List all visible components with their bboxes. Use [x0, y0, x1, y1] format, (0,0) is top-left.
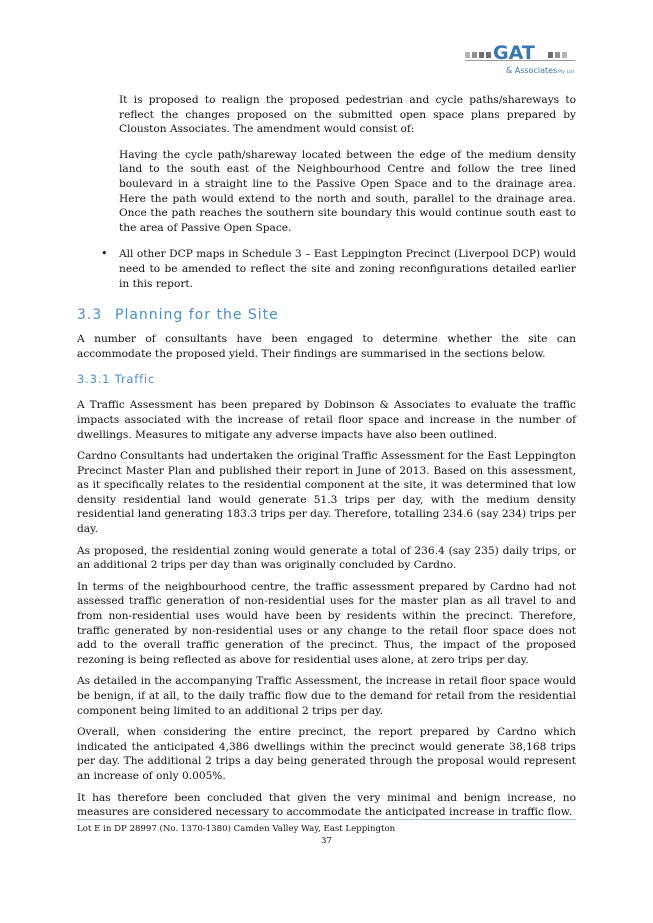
footer-divider — [77, 819, 576, 820]
page-number: 37 — [321, 836, 332, 846]
paragraph-realign-paths: It is proposed to realign the proposed pedestrian and cycle paths/shareways to reflect the changes proposed on the submitted open space plans prepared by Clouston Associates. The amendment would consist of: — [119, 94, 576, 136]
paragraph-neighbourhood-centre: In terms of the neighbourhood centre, the traffic assessment prepared by Cardno had not assessed traffic generation of non-residential uses for the master plan as all travel to and from non-residential uses would have been by residents within the precinct. Therefore, traffic generated by non-residential uses or any change to the retail floor space does not add to the overall traffic generation of the precinct. Thus, the impact of the proposed rezoning is being reflected as above for residential uses alone, at zero trips per day. — [77, 580, 576, 666]
gat-logo-mark — [462, 40, 580, 80]
bullet-item-dcp-maps — [77, 247, 576, 291]
logo-suffix: Pty Ltd — [558, 70, 574, 75]
bullet-icon: • — [101, 247, 108, 261]
paragraph-traffic-assessment: A Traffic Assessment has been prepared by Dobinson & Associates to evaluate the traffic impacts associated with the increase of retail floor space and increase in the number of dwellings. Measures to mitigate any adverse impacts have also been outlined. — [77, 399, 576, 441]
paragraph-overall-precinct: Overall, when considering the entire precinct, the report prepared by Cardno which indicated the anticipated 4,386 dwellings within the precinct would generate 38,168 trips per day. The additional 2 trips a day being generated through the proposal would represent an increase of only 0.005%. — [77, 726, 576, 782]
section-title: Planning for the Site — [115, 307, 279, 324]
gat-logo — [462, 40, 580, 80]
section-heading — [77, 305, 576, 325]
paragraph-proposed-zoning: As proposed, the residential zoning would generate a total of 236.4 (say 235) daily trips, or an additional 2 trips per day than was originally concluded by Cardno. — [77, 544, 576, 572]
bullet-text: All other DCP maps in Schedule 3 – East Leppington Precinct (Liverpool DCP) would need to be amended to reflect the site and zoning reconfigurations detailed earlier in this report. — [119, 248, 576, 290]
logo-name: GAT — [493, 42, 535, 64]
paragraph-cardno: Cardno Consultants had undertaken the original Traffic Assessment for the East Leppington Precinct Master Plan and published their report in June of 2013. Based on this assessment, as it specifically relates to the residential component at the site, it was determined that low density residential land would generate 51.3 trips per day, with the medium density residential land generating 183.3 trips per day. Therefore, totalling 234.6 (say 234) trips per day. — [77, 450, 576, 536]
paragraph-retail-floor-space: As detailed in the accompanying Traffic Assessment, the increase in retail floor space would be benign, if at all, to the daily traffic flow due to the demand for retail from the residential component being limited to an additional 2 trips per day. — [77, 675, 576, 717]
logo-subtitle: & Associates — [506, 66, 558, 75]
paragraph-conclusion: It has therefore been concluded that given the very minimal and benign increase, no measures are considered necessary to accommodate the anticipated increase in traffic flow. — [77, 791, 576, 819]
footer-address: Lot E in DP 28997 (No. 1370-1380) Camden Valley Way, East Leppington — [77, 824, 396, 834]
section-number: 3.3 — [77, 307, 103, 324]
page-content — [77, 93, 576, 820]
paragraph-consultants: A number of consultants have been engaged to determine whether the site can accommodate the proposed yield. Their findings are summarised in the sections below. — [77, 333, 576, 360]
subsection-heading: 3.3.1 Traffic — [77, 372, 156, 387]
paragraph-cycle-path: Having the cycle path/shareway located between the edge of the medium density land to the south east of the Neighbourhood Centre and follow the tree lined boulevard in a straight line to the Passive Open Space and to the drainage area. Here the path would extend to the north and south, parallel to the drainage area. Once the path reaches the southern site boundary this would continue south east to the area of Passive Open Space. — [119, 148, 576, 234]
